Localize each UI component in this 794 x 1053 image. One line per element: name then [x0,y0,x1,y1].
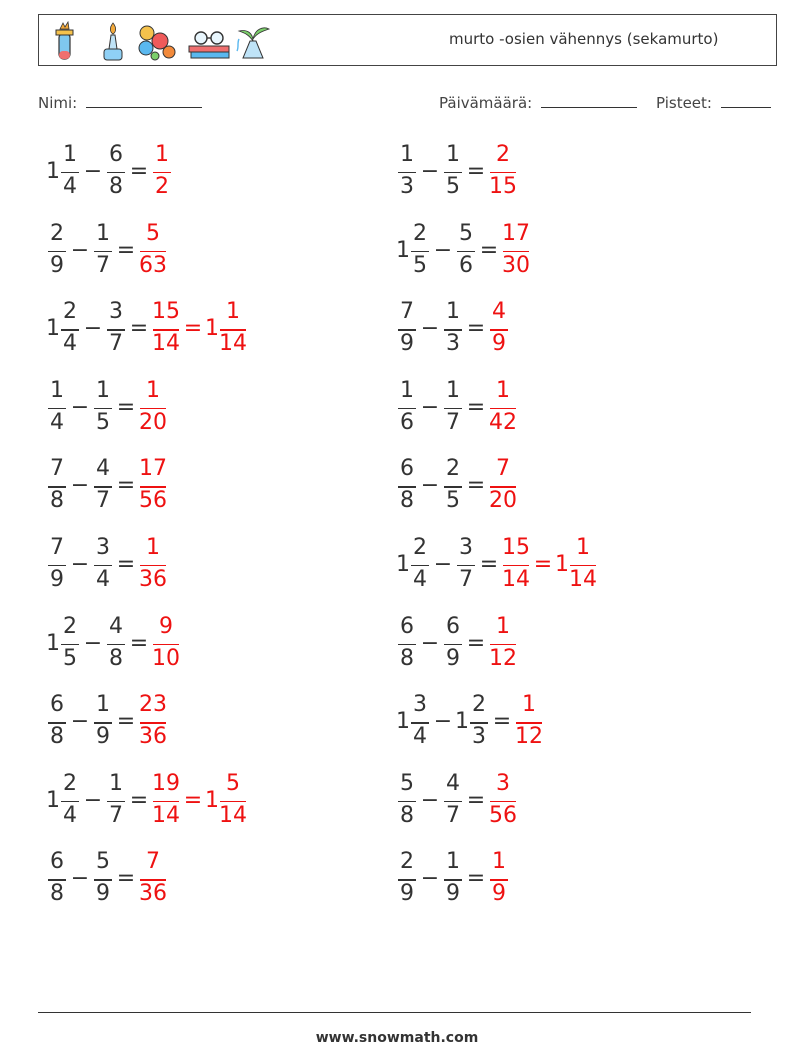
denominator: 9 [400,331,414,357]
header-icons [51,21,271,61]
name-label: Nimi: [38,94,78,112]
minus-sign: − [433,237,453,263]
minus-sign: − [70,394,90,420]
numerator: 7 [146,849,160,875]
denominator: 8 [400,488,414,514]
whole-number: 1 [396,237,410,263]
numerator: 2 [400,849,414,875]
denominator: 9 [446,645,460,671]
test-tube-icon [56,22,73,59]
numerator: 5 [459,220,473,246]
minus-sign: − [83,787,103,813]
minuend-fraction [409,535,431,595]
minuend-fraction [396,771,418,831]
subtrahend-fraction [92,692,114,752]
numerator: 3 [413,692,427,718]
denominator: 9 [96,724,110,750]
denominator: 4 [63,331,77,357]
denominator: 9 [492,881,506,907]
numerator: 19 [152,770,180,796]
denominator: 7 [109,331,123,357]
numerator: 1 [492,849,506,875]
numerator: 7 [50,535,64,560]
worksheet-title: murto -osien vähennys (sekamurto) [449,30,719,48]
whole-number: 1 [455,709,469,735]
subtrahend-fraction [105,142,127,202]
numerator: 6 [400,613,414,639]
answer-fraction [488,614,518,674]
denominator: 9 [446,881,460,907]
answer-fraction [138,692,168,752]
equals-sign: = [466,866,486,892]
numerator: 7 [50,456,64,482]
equals-sign: = [129,159,149,184]
whole-number: 1 [46,787,60,813]
minuend-fraction [409,692,431,752]
denominator: 4 [96,567,110,592]
equals-sign: = [466,473,486,499]
denominator: 9 [96,881,110,907]
minus-sign: − [420,316,440,342]
numerator: 1 [446,849,460,875]
answer-fraction [138,456,168,516]
denominator: 7 [109,802,123,828]
minuend-fraction [396,456,418,516]
whole-number: 1 [205,787,219,813]
subtrahend-fraction [92,456,114,516]
denominator: 9 [492,331,506,357]
answer-mixed-number [218,299,248,359]
date-label: Päivämäärä: [439,94,533,112]
numerator: 3 [96,535,110,560]
minuend-fraction [396,299,418,359]
answer-fraction [488,771,518,831]
denominator: 4 [50,409,64,435]
numerator: 1 [109,770,123,796]
subtrahend-fraction [92,378,114,438]
answer-fraction [138,221,168,281]
numerator: 6 [446,613,460,639]
minus-sign: − [420,473,440,499]
numerator: 2 [63,770,77,796]
denominator: 5 [63,645,77,671]
answer-fraction [151,299,181,359]
denominator: 7 [96,488,110,514]
numerator: 4 [446,770,460,796]
subtrahend-fraction [92,535,114,595]
numerator: 23 [139,692,167,718]
numerator: 2 [63,299,77,325]
equals-sign: = [183,787,203,813]
denominator: 20 [489,488,517,514]
minus-sign: − [420,630,440,656]
subtrahend-fraction [442,771,464,831]
date-field [439,93,637,112]
equals-sign: = [466,394,486,420]
denominator: 3 [446,331,460,357]
equals-sign: = [116,866,136,892]
minuend-fraction [396,142,418,202]
denominator: 4 [413,567,427,592]
answer-fraction [488,849,510,909]
numerator: 2 [63,613,77,639]
subtrahend-fraction [442,299,464,359]
numerator: 3 [459,535,473,560]
denominator: 14 [219,331,247,357]
equals-sign: = [479,237,499,263]
minuend-fraction [59,142,81,202]
denominator: 8 [400,645,414,671]
minuend-fraction [59,614,81,674]
numerator: 1 [96,220,110,246]
equals-sign: = [466,787,486,813]
numerator: 1 [96,692,110,718]
denominator: 9 [50,567,64,592]
numerator: 1 [226,299,240,325]
numerator: 7 [400,299,414,325]
numerator: 1 [446,142,460,167]
denominator: 14 [152,331,180,357]
numerator: 5 [96,849,110,875]
whole-number: 1 [205,316,219,342]
footer-site: www.snowmath.com [315,1030,479,1046]
denominator: 14 [569,567,597,592]
subtrahend-fraction [455,221,477,281]
minus-sign: − [420,394,440,420]
numerator: 1 [446,377,460,403]
numerator: 1 [446,299,460,325]
numerator: 1 [576,535,590,560]
denominator: 9 [50,252,64,278]
numerator: 5 [226,770,240,796]
numerator: 2 [50,220,64,246]
subtrahend-fraction [442,456,464,516]
equals-sign: = [116,237,136,263]
answer-mixed-number [568,535,598,595]
numerator: 6 [400,456,414,482]
answer-fraction [151,614,181,674]
denominator: 14 [502,567,530,592]
minuend-fraction [396,849,418,909]
denominator: 30 [502,252,530,278]
numerator: 1 [400,142,414,167]
lab-plant-icon [237,28,269,58]
minuend-fraction [46,692,68,752]
whole-number: 1 [555,552,569,577]
subtrahend-fraction [455,535,477,595]
minus-sign: − [70,552,90,577]
denominator: 8 [50,881,64,907]
numerator: 17 [502,220,530,246]
numerator: 9 [159,613,173,639]
denominator: 36 [139,881,167,907]
numerator: 2 [413,535,427,560]
denominator: 2 [155,174,169,199]
denominator: 14 [152,802,180,828]
numerator: 6 [50,849,64,875]
numerator: 1 [50,377,64,403]
answer-fraction [488,378,518,438]
whole-number: 1 [396,552,410,577]
equals-sign: = [466,316,486,342]
numerator: 2 [472,692,486,718]
numerator: 1 [63,142,77,167]
denominator: 3 [400,174,414,199]
subtrahend-fraction [105,771,127,831]
denominator: 8 [109,174,123,199]
minus-sign: − [420,866,440,892]
minus-sign: − [433,552,453,577]
equals-sign: = [116,709,136,735]
numerator: 15 [152,299,180,325]
numerator: 15 [502,535,530,560]
equals-sign: = [533,552,553,577]
equals-sign: = [492,709,512,735]
subtrahend-fraction [442,142,464,202]
minus-sign: − [70,473,90,499]
numerator: 4 [109,613,123,639]
denominator: 12 [489,645,517,671]
denominator: 5 [96,409,110,435]
denominator: 3 [472,724,486,750]
answer-fraction [501,535,531,595]
denominator: 4 [63,802,77,828]
bunsen-burner-icon [104,23,122,60]
answer-fraction [151,771,181,831]
answer-fraction [488,456,518,516]
equals-sign: = [116,394,136,420]
denominator: 6 [459,252,473,278]
books-glasses-icon [189,32,229,58]
numerator: 1 [496,377,510,403]
denominator: 7 [446,802,460,828]
denominator: 36 [139,567,167,592]
minus-sign: − [70,237,90,263]
numerator: 2 [413,220,427,246]
answer-fraction [488,142,518,202]
minus-sign: − [70,866,90,892]
worksheet-header [38,14,777,66]
numerator: 3 [109,299,123,325]
minus-sign: − [83,159,103,184]
answer-fraction [514,692,544,752]
whole-number: 1 [46,316,60,342]
equals-sign: = [116,473,136,499]
minus-sign: − [83,630,103,656]
denominator: 5 [446,488,460,514]
footer-divider [38,1012,751,1013]
numerator: 7 [496,456,510,482]
numerator: 1 [522,692,536,718]
minuend-fraction [46,456,68,516]
denominator: 8 [400,802,414,828]
subtrahend-fraction [468,692,490,752]
minus-sign: − [420,787,440,813]
answer-fraction [501,221,531,281]
denominator: 4 [413,724,427,750]
answer-fraction [138,535,168,595]
whole-number: 1 [46,630,60,656]
denominator: 12 [515,724,543,750]
numerator: 17 [139,456,167,482]
numerator: 1 [146,377,160,403]
numerator: 2 [446,456,460,482]
denominator: 10 [152,645,180,671]
numerator: 5 [400,770,414,796]
denominator: 7 [459,567,473,592]
denominator: 63 [139,252,167,278]
denominator: 15 [489,174,517,199]
name-field [38,93,202,112]
numerator: 6 [109,142,123,167]
denominator: 9 [400,881,414,907]
subtrahend-fraction [442,378,464,438]
subtrahend-fraction [105,299,127,359]
minuend-fraction [59,299,81,359]
minuend-fraction [46,849,68,909]
subtrahend-fraction [92,849,114,909]
denominator: 6 [400,409,414,435]
score-field [656,93,771,112]
minus-sign: − [433,709,453,735]
denominator: 42 [489,409,517,435]
denominator: 5 [446,174,460,199]
whole-number: 1 [396,709,410,735]
answer-mixed-number [218,771,248,831]
date-blank [541,93,637,108]
minus-sign: − [70,709,90,735]
subtrahend-fraction [442,849,464,909]
denominator: 20 [139,409,167,435]
numerator: 1 [155,142,169,167]
minuend-fraction [396,378,418,438]
denominator: 7 [96,252,110,278]
answer-fraction [138,378,168,438]
denominator: 8 [109,645,123,671]
score-blank [721,93,771,108]
numerator: 1 [400,377,414,403]
equals-sign: = [116,552,136,577]
minus-sign: − [83,316,103,342]
denominator: 4 [63,174,77,199]
answer-fraction [488,299,510,359]
equals-sign: = [466,159,486,184]
numerator: 3 [496,770,510,796]
subtrahend-fraction [92,221,114,281]
molecule-icon [139,26,175,60]
denominator: 36 [139,724,167,750]
minuend-fraction [409,221,431,281]
minuend-fraction [46,378,68,438]
equals-sign: = [129,787,149,813]
minus-sign: − [420,159,440,184]
denominator: 7 [446,409,460,435]
answer-fraction [151,142,173,202]
subtrahend-fraction [105,614,127,674]
numerator: 6 [50,692,64,718]
whole-number: 1 [46,159,60,184]
minuend-fraction [46,535,68,595]
equals-sign: = [129,316,149,342]
equals-sign: = [183,316,203,342]
minuend-fraction [59,771,81,831]
denominator: 14 [219,802,247,828]
numerator: 4 [492,299,506,325]
subtrahend-fraction [442,614,464,674]
equals-sign: = [479,552,499,577]
numerator: 1 [146,535,160,560]
numerator: 5 [146,220,160,246]
name-blank [86,93,202,108]
minuend-fraction [396,614,418,674]
denominator: 56 [139,488,167,514]
answer-fraction [138,849,168,909]
minuend-fraction [46,221,68,281]
numerator: 4 [96,456,110,482]
equals-sign: = [129,630,149,656]
denominator: 5 [413,252,427,278]
numerator: 2 [496,142,510,167]
denominator: 56 [489,802,517,828]
equals-sign: = [466,630,486,656]
numerator: 1 [96,377,110,403]
score-label: Pisteet: [656,94,712,112]
denominator: 8 [50,724,64,750]
numerator: 1 [496,613,510,639]
denominator: 8 [50,488,64,514]
